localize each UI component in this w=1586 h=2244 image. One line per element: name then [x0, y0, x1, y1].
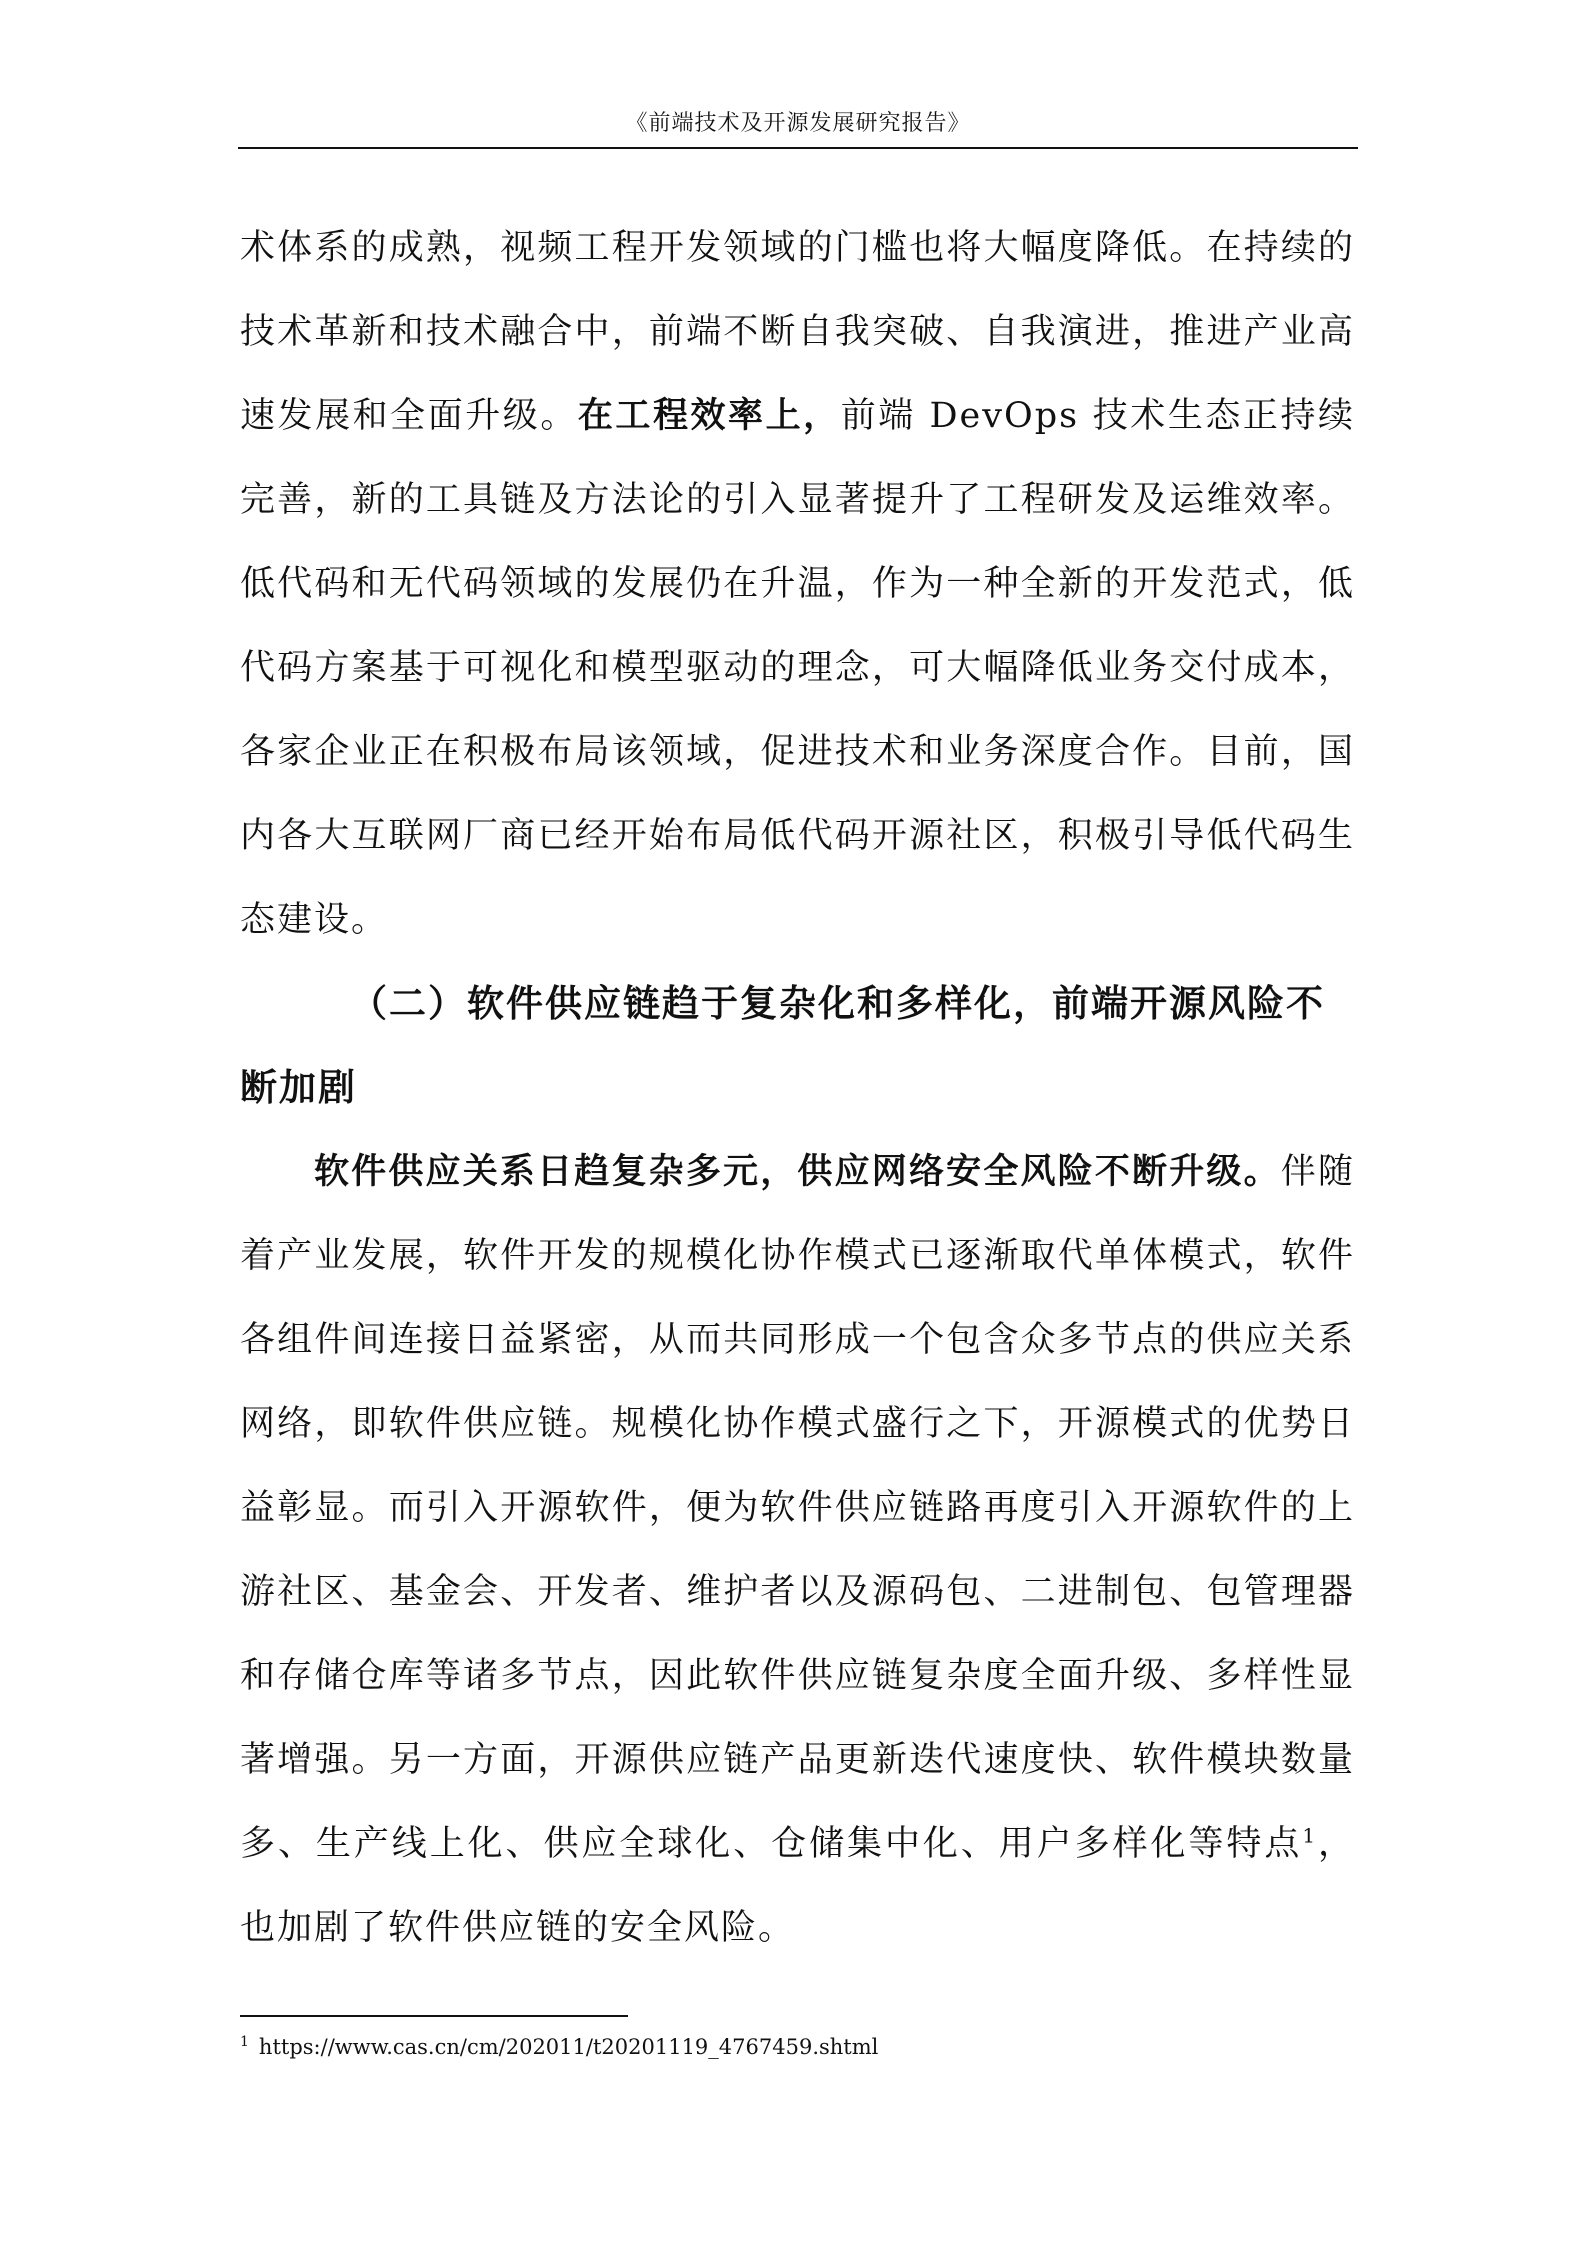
- footnote-number: 1: [240, 2034, 249, 2050]
- footnote-reference[interactable]: 1: [1302, 1823, 1318, 1848]
- paragraph-text: 术体系的成熟，视频工程开发领域的门槛也将大幅度降低。在持续的技术革新和技术融合中，前端不断自我突破、自我演进，推进产业高速发展和全面升级。: [240, 228, 1355, 436]
- footnote: [240, 2032, 878, 2062]
- paragraph-supply-chain: [240, 1130, 1355, 1970]
- page-header: 《前端技术及开源发展研究报告》: [625, 111, 971, 136]
- page-body: [240, 206, 1355, 1970]
- footnote-divider: [240, 2015, 628, 2017]
- bold-lead-sentence: 软件供应关系日趋复杂多元，供应网络安全风险不断升级。: [314, 1152, 1281, 1192]
- paragraph-text: 伴随着产业发展，软件开发的规模化协作模式已逐渐取代单体模式，软件各组件间连接日益紧密，从而共同形成一个包含众多节点的供应关系网络，即软件供应链。规模化协作模式盛行之下，开源模式的优势日益彰显。而引入开源软件，便为软件供应链路再度引入开源软件的上游社区、基金会、开发者、维护者以及源码包、二进制包、包管理器和存储仓库等诸多节点，因此软件供应链复杂度全面升级、多样性显著增强。另一方面，开源供应链产品更新迭代速度快、软件模块数量多、生产线上化、供应全球化、仓储集中化、用户多样化等特点: [240, 1152, 1355, 1864]
- bold-lead-phrase: 在工程效率上，: [577, 396, 841, 436]
- paragraph-text: ，也加剧了软件供应链的安全风险。: [240, 1824, 1355, 1948]
- paragraph-continuation: [240, 206, 1355, 962]
- section-heading: （二）软件供应链趋于复杂化和多样化，前端开源风险不断加剧: [240, 982, 1325, 1109]
- footnote-link[interactable]: https://www.cas.cn/cm/202011/t20201119_4767459.shtml: [258, 2035, 879, 2059]
- header-divider: [238, 147, 1358, 149]
- paragraph-text: 前端 DevOps 技术生态正持续完善，新的工具链及方法论的引入显著提升了工程研发及运维效率。低代码和无代码领域的发展仍在升温，作为一种全新的开发范式，低代码方案基于可视化和模型驱动的理念，可大幅降低业务交付成本，各家企业正在积极布局该领域，促进技术和业务深度合作。目前，国内各大互联网厂商已经开始布局低代码开源社区，积极引导低代码生态建设。: [240, 396, 1355, 940]
